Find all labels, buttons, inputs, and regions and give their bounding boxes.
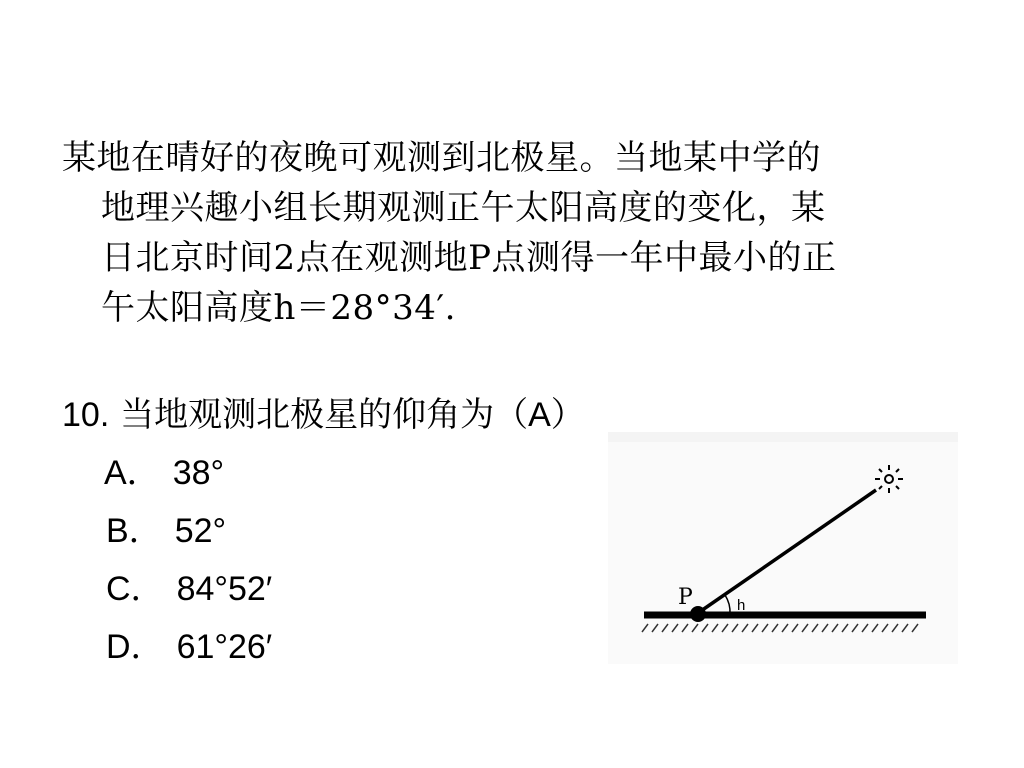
question-stem: 当地观测北极星的仰角为（ (120, 395, 529, 435)
sun-altitude-figure (608, 432, 958, 664)
question-10 (62, 393, 585, 437)
option-b (106, 509, 226, 553)
angle-label: h (737, 597, 746, 614)
point-label: P (678, 585, 693, 610)
question-number: 10. (62, 396, 110, 434)
option-b-value: 52° (174, 512, 227, 550)
paragraph-line-1: 某地在晴好的夜晚可观测到北极星。当地某中学的 (62, 138, 821, 178)
option-a-letter: A． (104, 454, 161, 492)
paragraph-line-3: 日北京时间2点在观测地P点测得一年中最小的正 (101, 238, 837, 278)
figure-svg (608, 432, 958, 664)
option-d (106, 625, 272, 669)
option-b-letter: B． (106, 512, 163, 550)
paragraph-line-4: 午太阳高度h＝28°34′. (101, 288, 456, 328)
option-c (106, 567, 272, 611)
option-a-value: 38° (172, 454, 225, 492)
option-d-value: 61°26′ (176, 628, 273, 666)
option-c-value: 84°52′ (176, 570, 273, 608)
problem-paragraph (62, 133, 942, 333)
paragraph-line-2: 地理兴趣小组长期观测正午太阳高度的变化，某 (101, 188, 826, 228)
option-a (104, 451, 224, 495)
option-d-letter: D． (106, 628, 165, 666)
option-c-letter: C． (106, 570, 165, 608)
question-answer: A (528, 396, 551, 434)
question-close-paren: ） (550, 395, 585, 435)
